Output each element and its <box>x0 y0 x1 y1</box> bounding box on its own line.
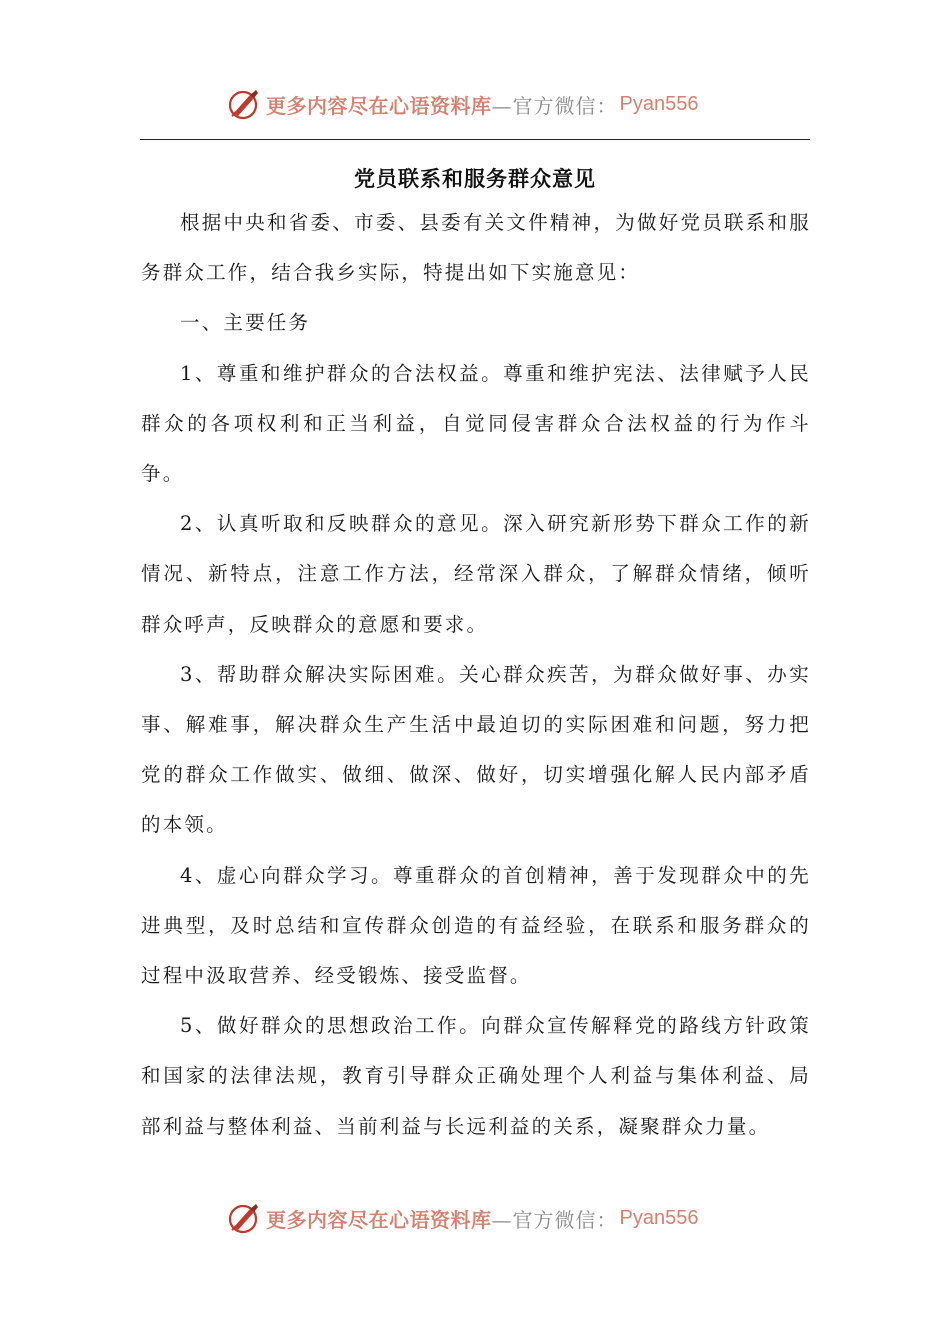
watermark-wechat-id: Pyan556 <box>619 1206 699 1229</box>
watermark-red-text: 更多内容尽在心语资料库 <box>266 93 492 118</box>
paragraph-item-1: 1、尊重和维护群众的合法权益。尊重和维护宪法、法律赋予人民群众的各项权利和正当利益，自觉同侵害群众合法权益的行为作斗争。 <box>141 361 811 486</box>
pen-logo-icon <box>226 1200 262 1236</box>
section-heading: 一、主要任务 <box>180 311 311 335</box>
paragraph-item-3: 3、帮助群众解决实际困难。关心群众疾苦，为群众做好事、办实事、解难事，解决群众生产生活中最迫切的实际困难和问题，努力把党的群众工作做实、做细、做深、做好，切实增强化解人民内部矛盾的本领。 <box>141 662 811 837</box>
document-body <box>141 198 811 1152</box>
document-title: 党员联系和服务群众意见 <box>354 167 596 191</box>
watermark-wechat-id: Pyan556 <box>619 92 699 115</box>
watermark-grey-text: —官方微信： <box>491 1207 618 1232</box>
footer-watermark <box>226 1198 698 1238</box>
paragraph-intro: 根据中央和省委、市委、县委有关文件精神，为做好党员联系和服务群众工作，结合我乡实际，特提出如下实施意见： <box>141 211 811 285</box>
watermark-red-text: 更多内容尽在心语资料库 <box>266 1207 492 1232</box>
paragraph-item-2: 2、认真听取和反映群众的意见。深入研究新形势下群众工作的新情况、新特点，注意工作方法，经常深入群众，了解群众情绪，倾听群众呼声，反映群众的意愿和要求。 <box>141 512 811 636</box>
header-watermark <box>226 84 698 124</box>
pen-logo-icon <box>226 86 262 122</box>
header-divider <box>140 139 810 140</box>
paragraph-item-5: 5、做好群众的思想政治工作。向群众宣传解释党的路线方针政策和国家的法律法规，教育引导群众正确处理个人利益与集体利益、局部利益与整体利益、当前利益与长远利益的关系，凝聚群众力量。 <box>141 1014 811 1138</box>
paragraph-item-4: 4、虚心向群众学习。尊重群众的首创精神，善于发现群众中的先进典型，及时总结和宣传群众创造的有益经验，在联系和服务群众的过程中汲取营养、经受锻炼、接受监督。 <box>141 863 811 988</box>
watermark-grey-text: —官方微信： <box>491 93 618 118</box>
